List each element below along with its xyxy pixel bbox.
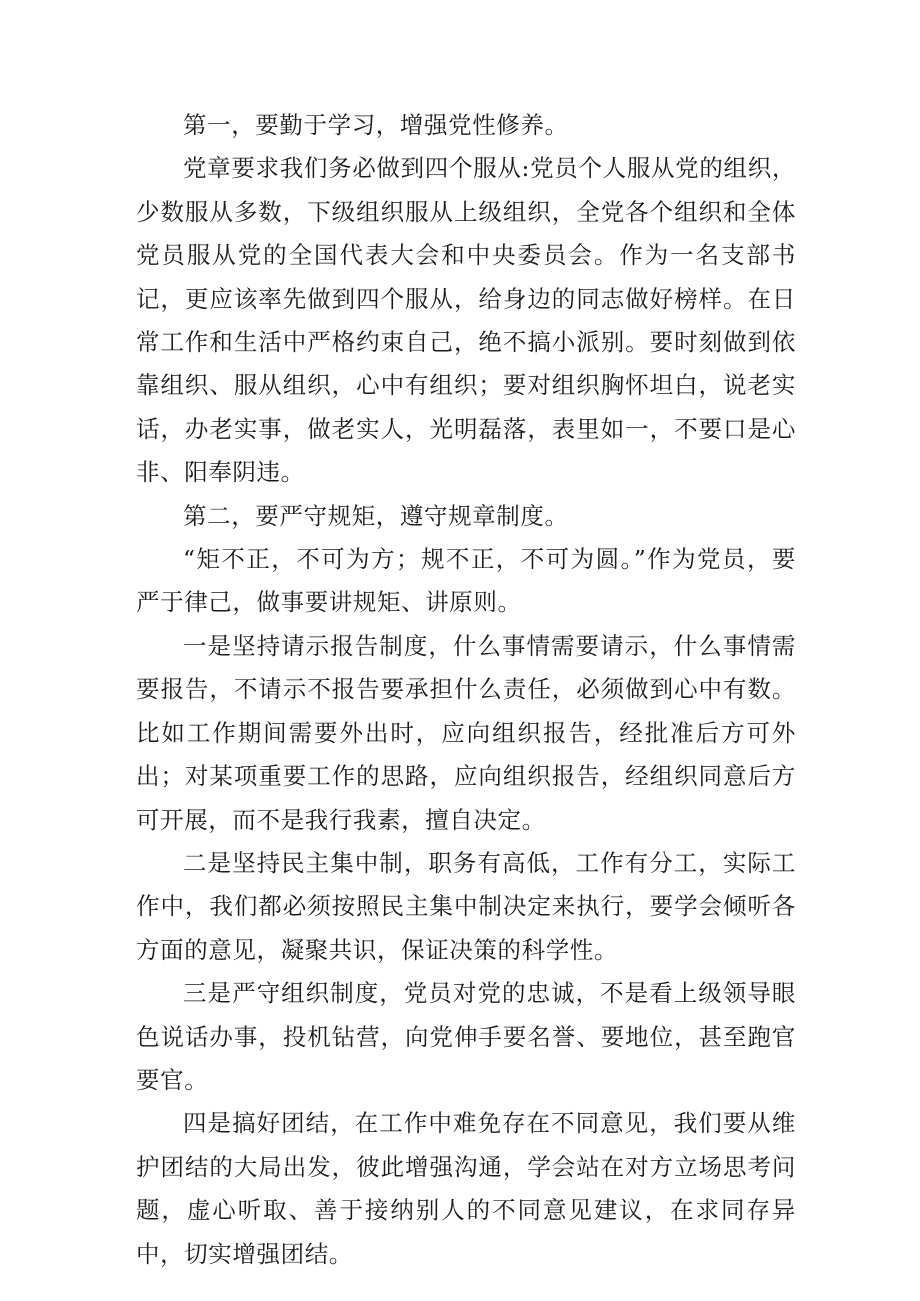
section-heading-2: 第二，要严守规矩，遵守规章制度。 [183, 501, 569, 530]
paragraph-point-one: 一是坚持请示报告制度，什么事情需要请示，什么事情需要报告，不请示不报告要承担什么责任，必须做到心中有数。比如工作期间需要外出时，应向组织报告，经批准后方可外出；对某项重要工作的思路，应向组织报告，经组织同意后方可开展，而不是我行我素，擅自决定。 [136, 631, 796, 834]
document-body [136, 104, 796, 1276]
paragraph-four-obediences: 党章要求我们务必做到四个服从:党员个人服从党的组织，少数服从多数，下级组织服从上级组织，全党各个组织和全体党员服从党的全国代表大会和中央委员会。作为一名支部书记，更应该率先做到四个服从，给身边的同志做好榜样。在日常工作和生活中严格约束自己，绝不搞小派别。要时刻做到依靠组织、服从组织，心中有组织；要对组织胸怀坦白，说老实话，办老实事，做老实人，光明磊落，表里如一，不要口是心非、阳奉阴违。 [136, 154, 796, 487]
paragraph-point-two: 二是坚持民主集中制，职务有高低，工作有分工，实际工作中，我们都必须按照民主集中制决定来执行，要学会倾听各方面的意见，凝聚共识，保证决策的科学性。 [136, 848, 796, 964]
paragraph-quote: “矩不正，不可为方；规不正，不可为圆。”作为党员，要严于律己，做事要讲规矩、讲原则。 [136, 545, 796, 617]
paragraph-point-four: 四是搞好团结，在工作中难免存在不同意见，我们要从维护团结的大局出发，彼此增强沟通，学会站在对方立场思考问题，虚心听取、善于接纳别人的不同意见建议，在求同存异中，切实增强团结。 [136, 1109, 796, 1268]
paragraph-point-three: 三是严守组织制度，党员对党的忠诚，不是看上级领导眼色说话办事，投机钻营，向党伸手要名誉、要地位，甚至跑官要官。 [136, 979, 796, 1094]
section-heading-1: 第一，要勤于学习，增强党性修养。 [183, 111, 569, 139]
